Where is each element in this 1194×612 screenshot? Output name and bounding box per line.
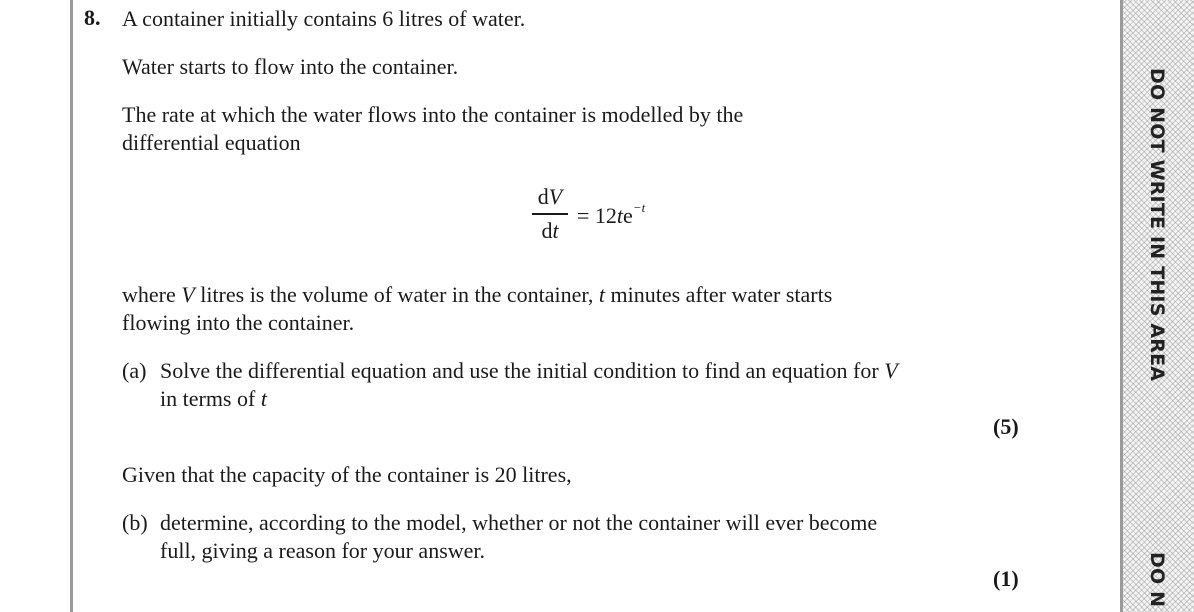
question-line-rate-intro: The rate at which the water flows into the container is modelled by the xyxy=(122,102,744,127)
part-a-line-1: Solve the differential equation and use the initial condition to find an equation for V xyxy=(160,358,898,383)
question-line-variable-definition-cont: flowing into the container. xyxy=(122,310,355,335)
question-line-variable-definition: where V litres is the volume of water in the container, t minutes after water starts xyxy=(122,282,833,307)
question-line-initial-volume: A container initially contains 6 litres of water. xyxy=(122,6,526,31)
part-a-line-2: in terms of t xyxy=(160,386,267,411)
given-capacity-line: Given that the capacity of the container is 20 litres, xyxy=(122,462,572,487)
equation-right-hand-side xyxy=(577,200,645,229)
part-b-marks: (1) xyxy=(993,566,1019,591)
question-line-flow-start: Water starts to flow into the container. xyxy=(122,54,459,79)
equation-exponent: −t xyxy=(632,200,646,215)
part-b-line-1: determine, according to the model, whether or not the container will ever become xyxy=(160,510,878,535)
fraction-numerator: dV xyxy=(537,184,563,209)
part-b-line-2: full, giving a reason for your answer. xyxy=(160,538,486,563)
left-margin-rule xyxy=(70,0,73,612)
fraction-denominator: dt xyxy=(541,217,559,243)
equation-rhs-base: = 12te xyxy=(577,203,633,228)
do-not-write-warning-truncated: DO N xyxy=(1146,552,1168,608)
do-not-write-warning: DO NOT WRITE IN THIS AREA xyxy=(1146,68,1168,382)
part-a-label: (a) xyxy=(122,358,147,383)
question-line-diff-eq-label: differential equation xyxy=(122,130,301,155)
question-number: 8. xyxy=(84,5,101,30)
derivative-fraction xyxy=(532,184,568,244)
part-b-label: (b) xyxy=(122,510,148,535)
fraction-bar xyxy=(532,213,568,215)
part-a-marks: (5) xyxy=(993,414,1019,439)
